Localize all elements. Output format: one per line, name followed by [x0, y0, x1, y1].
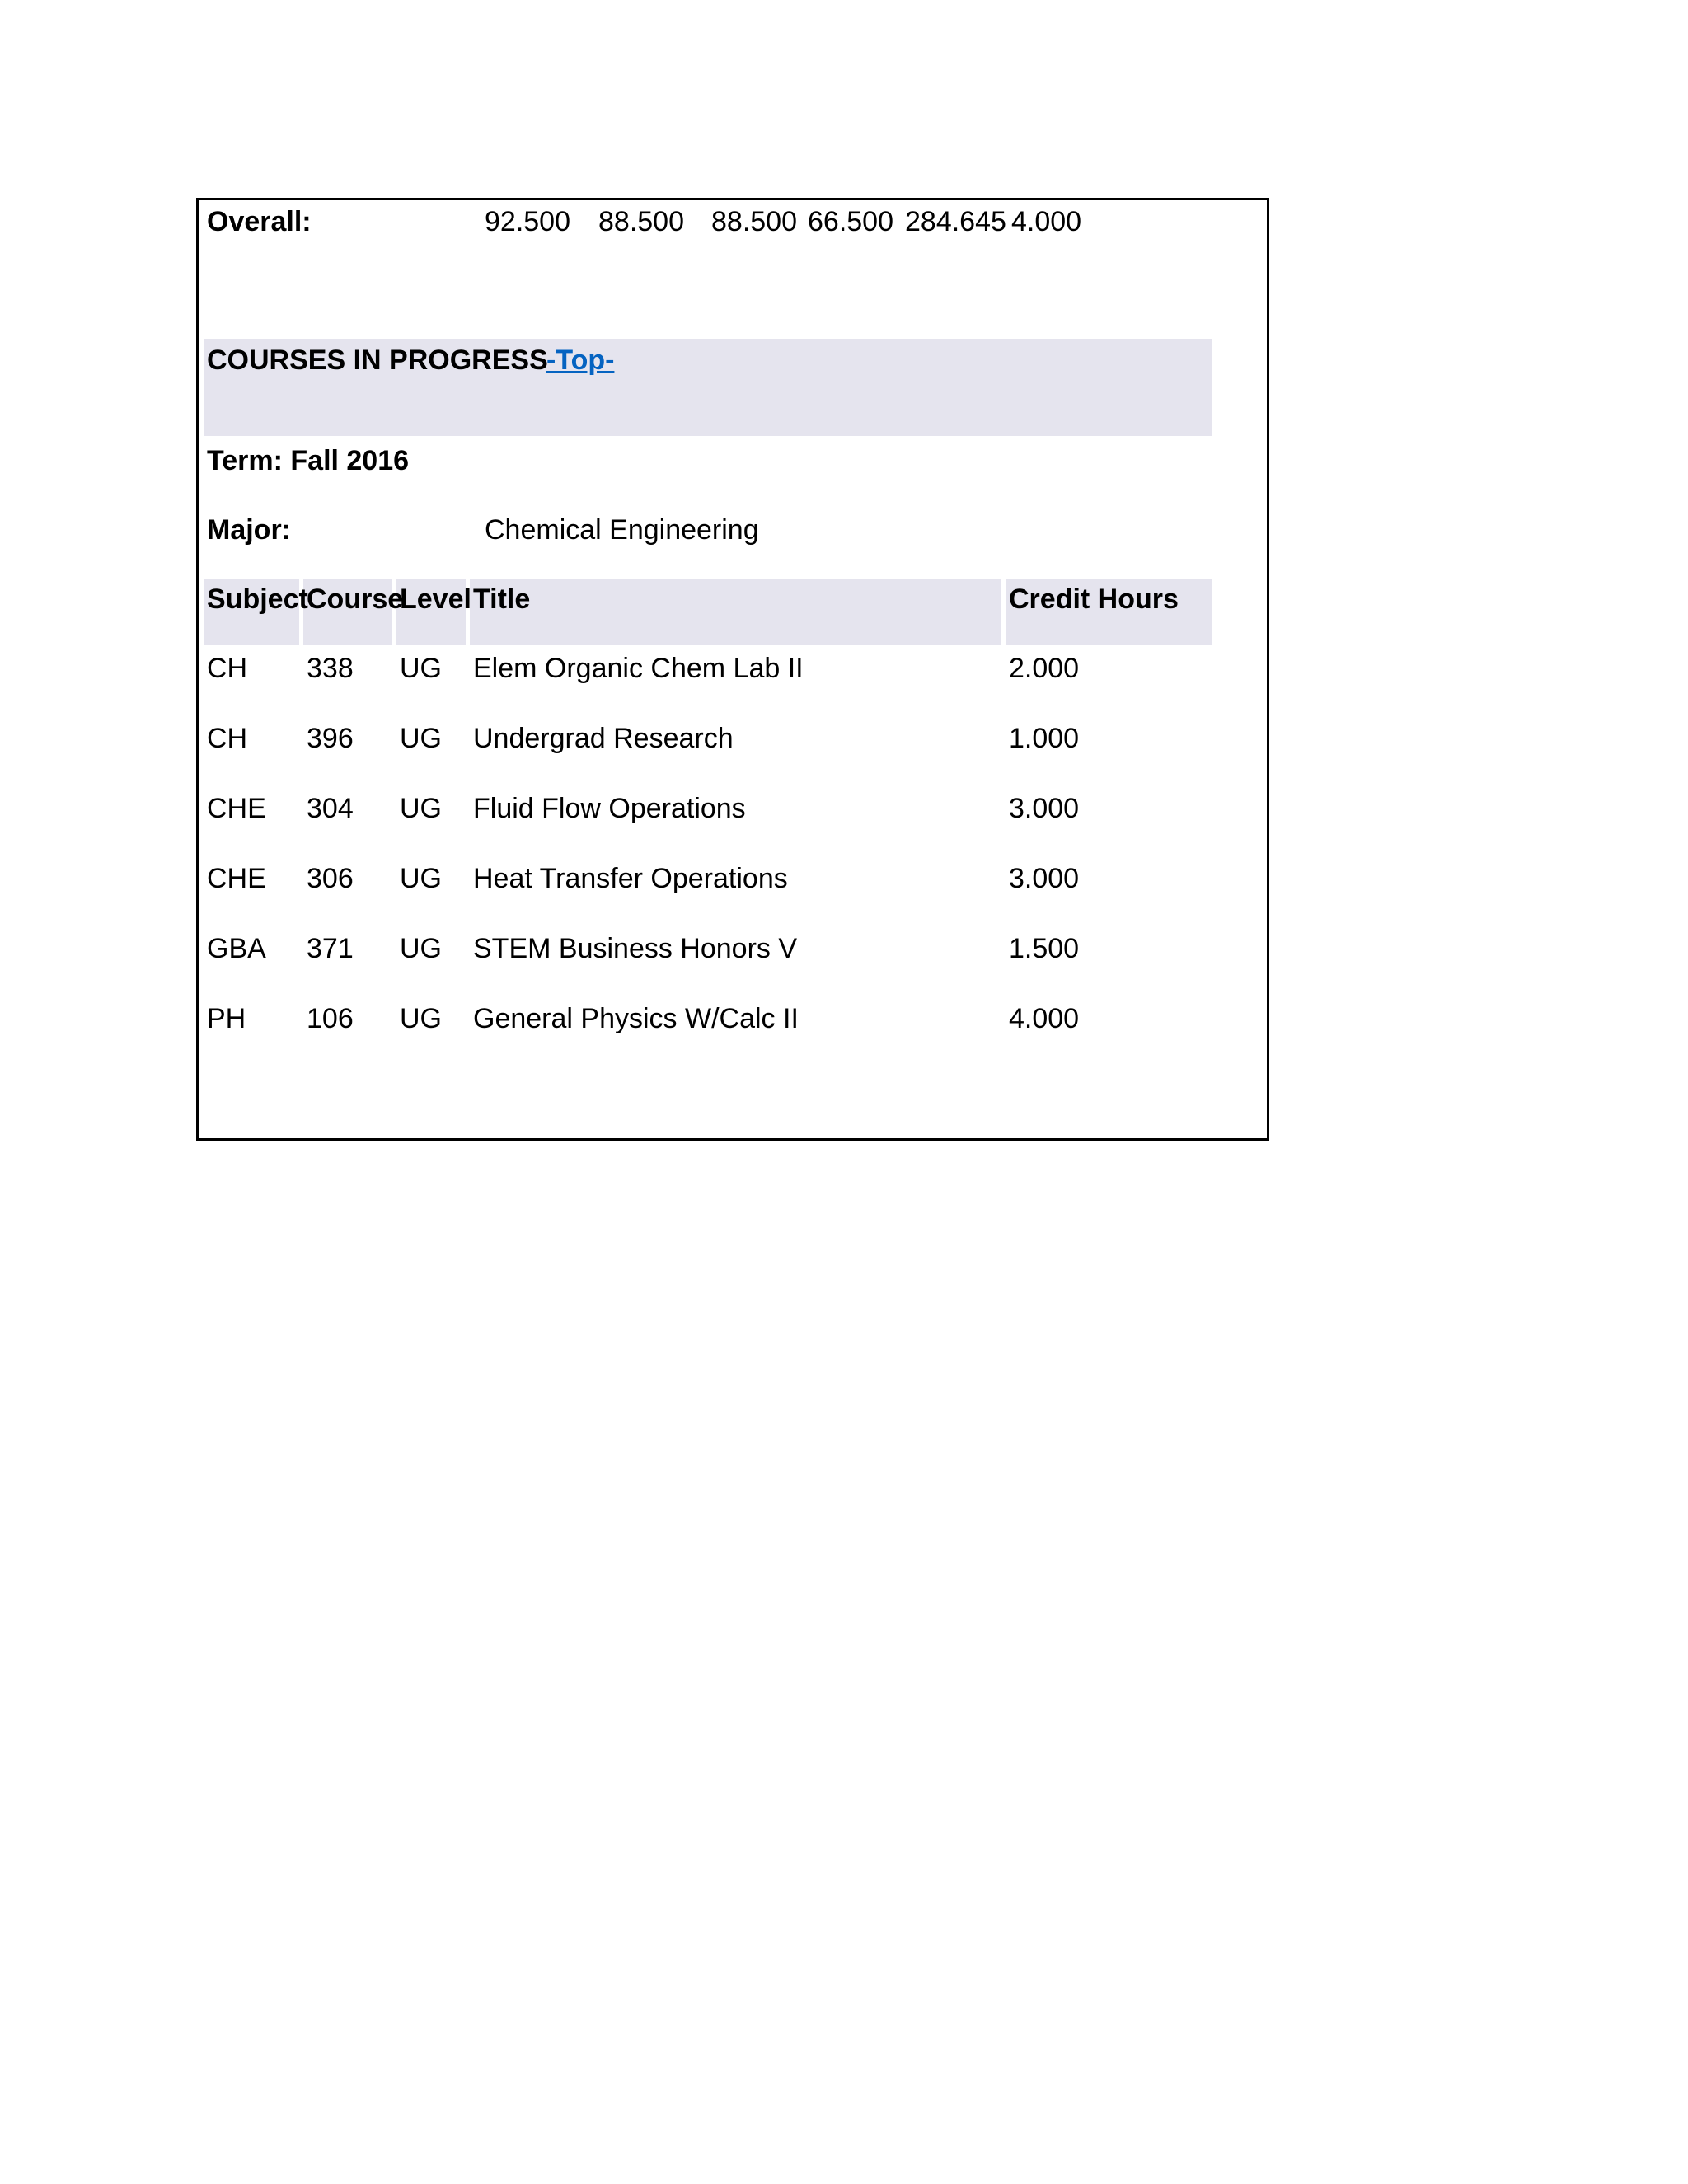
row-subject: CH — [207, 653, 248, 684]
row-course: 306 — [307, 863, 354, 894]
row-title: Undergrad Research — [473, 723, 734, 754]
row-subject: CHE — [207, 863, 266, 894]
header-credit-hours: Credit Hours — [1009, 583, 1179, 615]
row-course: 106 — [307, 1003, 354, 1034]
row-level: UG — [400, 653, 442, 684]
row-title: Fluid Flow Operations — [473, 793, 746, 824]
row-credit-hours: 3.000 — [1009, 793, 1080, 824]
row-level: UG — [400, 793, 442, 824]
section-title: COURSES IN PROGRESS — [207, 344, 548, 376]
major-label: Major: — [207, 514, 291, 546]
row-credit-hours: 3.000 — [1009, 863, 1080, 894]
row-title: General Physics W/Calc II — [473, 1003, 799, 1034]
overall-value-5: 284.645 — [905, 206, 1006, 237]
row-course: 396 — [307, 723, 354, 754]
row-level: UG — [400, 863, 442, 894]
row-credit-hours: 1.000 — [1009, 723, 1080, 754]
row-credit-hours: 2.000 — [1009, 653, 1080, 684]
row-credit-hours: 1.500 — [1009, 933, 1080, 964]
row-title: Elem Organic Chem Lab II — [473, 653, 804, 684]
row-course: 371 — [307, 933, 354, 964]
row-subject: CH — [207, 723, 248, 754]
row-level: UG — [400, 1003, 442, 1034]
term-label: Term: Fall 2016 — [207, 445, 410, 476]
overall-value-6: 4.000 — [1011, 206, 1082, 237]
row-level: UG — [400, 723, 442, 754]
transcript-frame — [196, 198, 1269, 1141]
header-level: Level — [400, 583, 471, 615]
row-course: 304 — [307, 793, 354, 824]
top-link[interactable]: -Top- — [546, 344, 615, 376]
overall-value-2: 88.500 — [598, 206, 684, 237]
row-course: 338 — [307, 653, 354, 684]
header-title: Title — [473, 583, 531, 615]
overall-label: Overall: — [207, 206, 312, 237]
header-course: Course — [307, 583, 404, 615]
overall-row — [199, 200, 1267, 269]
row-title: STEM Business Honors V — [473, 933, 798, 964]
row-level: UG — [400, 933, 442, 964]
overall-value-3: 88.500 — [711, 206, 797, 237]
header-cell-title — [470, 579, 1001, 645]
major-value: Chemical Engineering — [485, 514, 759, 546]
header-subject: Subject — [207, 583, 308, 615]
row-title: Heat Transfer Operations — [473, 863, 788, 894]
row-subject: GBA — [207, 933, 266, 964]
row-credit-hours: 4.000 — [1009, 1003, 1080, 1034]
overall-value-1: 92.500 — [485, 206, 570, 237]
row-subject: PH — [207, 1003, 246, 1034]
row-subject: CHE — [207, 793, 266, 824]
overall-value-4: 66.500 — [808, 206, 893, 237]
